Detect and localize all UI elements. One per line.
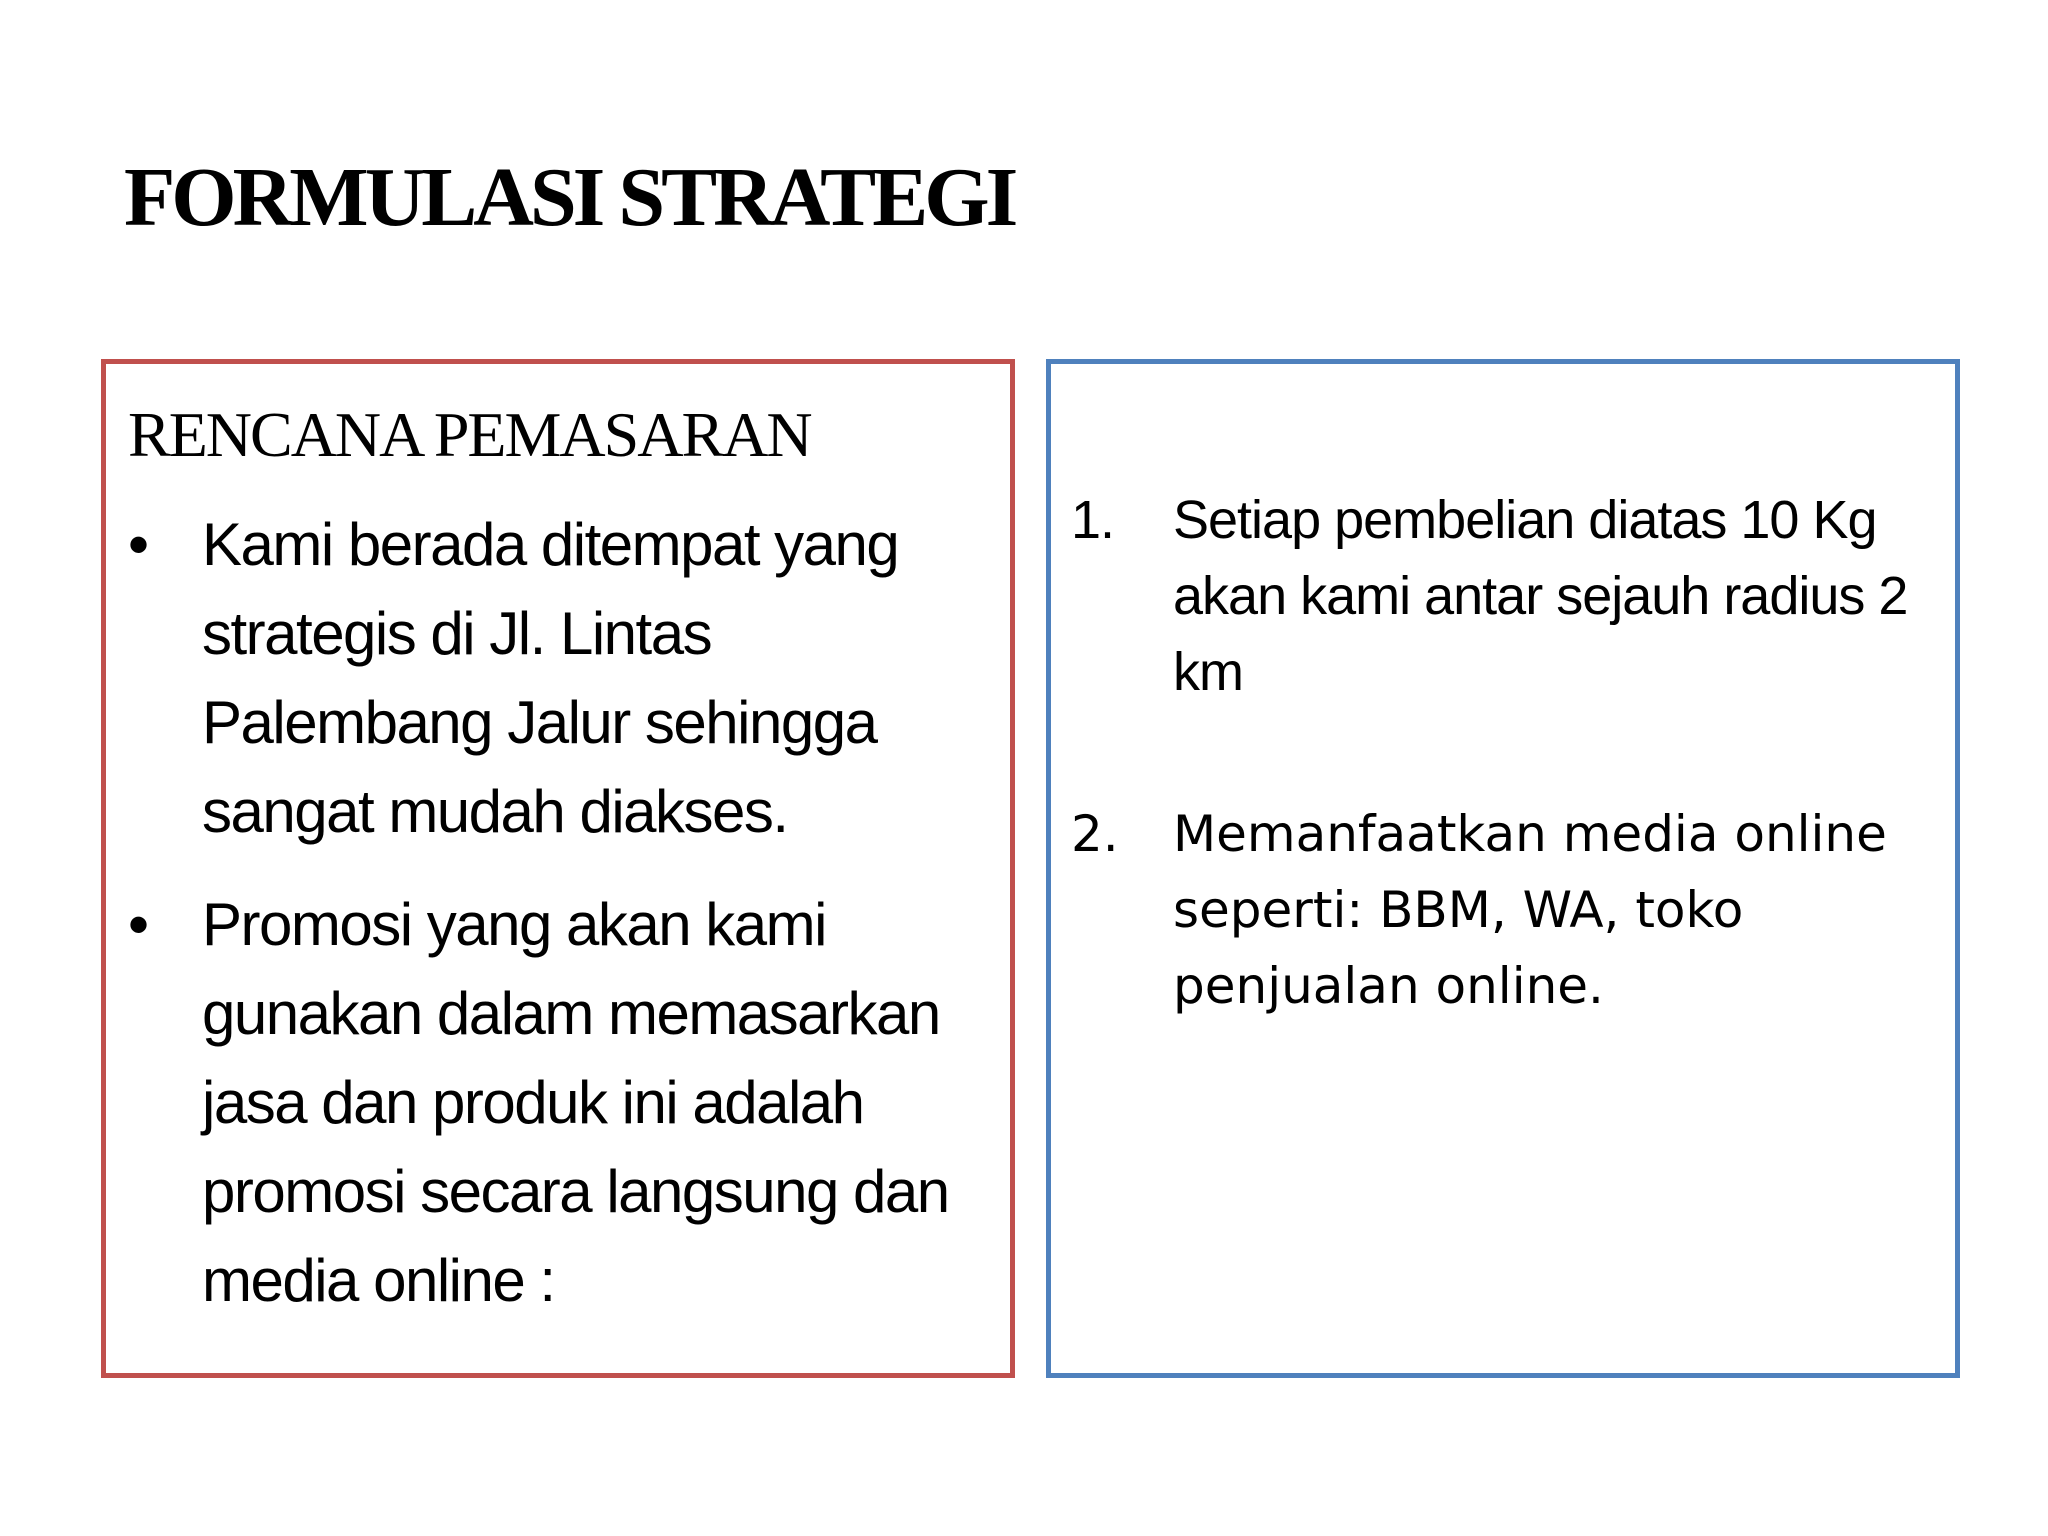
marketing-bullet-list: [106, 500, 1006, 1349]
numbered-text-delivery: Setiap pembelian diatas 10 Kg akan kami antar sejauh radius 2 km: [1173, 490, 1908, 702]
bullet-item-location: [106, 500, 1006, 856]
promotion-numbered-list: [1051, 482, 1956, 1024]
numbered-text-online-media: Memanfaatkan media online seperti: BBM, WA, toko penjualan online.: [1173, 805, 1887, 1015]
bullet-text-promotion: Promosi yang akan kami gunakan dalam memasarkan jasa dan produk ini adalah promosi secara langsung dan media online :: [202, 891, 949, 1314]
promotion-details-panel: [1046, 359, 1960, 1378]
bullet-text-location: Kami berada ditempat yang strategis di Jl. Lintas Palembang Jalur sehingga sangat mudah diakses.: [202, 511, 899, 845]
numbered-item-delivery: [1051, 482, 1956, 710]
slide-title: FORMULASI STRATEGI: [124, 151, 1015, 244]
bullet-icon: •: [128, 511, 148, 578]
numbered-item-online-media: [1051, 796, 1956, 1024]
item-number: 1.: [1071, 490, 1115, 550]
bullet-item-promotion: [106, 880, 1006, 1325]
item-number: 2.: [1071, 805, 1119, 863]
marketing-plan-panel: [101, 359, 1015, 1378]
bullet-icon: •: [128, 891, 148, 958]
marketing-plan-heading: RENCANA PEMASARAN: [128, 399, 811, 470]
